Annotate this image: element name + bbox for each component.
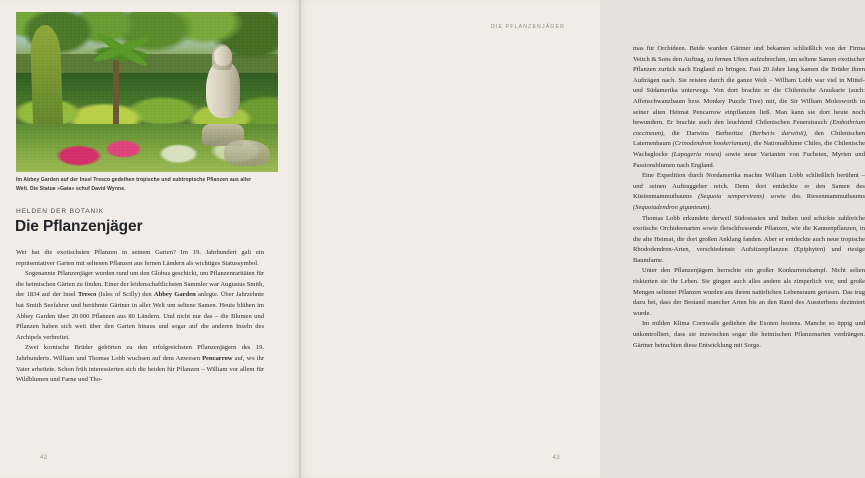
paragraph: mas für Orchideen. Beide wurden Gärtner und bekamen schließlich von der Firma Veitch & Sons den Auftrag, zu fernen Ufern aufzubrechen, um seltene Samen exotischer Pflanzen zurück nach England zu bringen. Fast 20 Jahre lang kamen die Brüder ihren Aufträgen nach. Sie reisten durch die ganze Welt – William Lobb war viel in Mittel- und Südamerika unterwegs. Von dort brachte er die Chilenische Araukarie (auch: Affenschwanzbaum bzw. Monkey Puzzle Tree) mit, die Sir William Molesworth in seiner alten Heimat Pencarrow einpflanzen ließ. Man kann sie dort heute noch bewundern. Er brachte auch den leuchtend Chilenischen Feuerstrauch (Embothrium coccineum), die Darwins Berberitze (Berberis darwinii), den Chilenischen Laternenbaum (Crinodendron hookerianum), die Nationalblume Chiles, die Chilenische Wachsglocke (Lapageria rosea) sowie neue Varianten von Fuchsien, Myrten und Passionsblumen nach England.: [633, 45, 865, 169]
running-head: DIE PFLANZENJÄGER: [490, 24, 565, 30]
right-page: [300, 0, 865, 478]
page-number-right: 43: [552, 455, 560, 461]
paragraph: Eine Expedition durch Nordamerika machte William Lobb schließlich berühmt – und seinen Auftraggeber reich. Denn dort entdeckte er den Samen des Küstenmammutbaums (Sequoia sempervirens) sowie des Riesenmammutbaums (Sequoiadendron giganteum).: [633, 172, 865, 211]
spread-gutter: [299, 0, 301, 478]
paragraph: Unter den Pflanzenjägern herrschte ein großer Konkurrenzkampf. Nicht selten riskierten sie ihr Leben. Sie gingen auch alles andere als zimperlich vor, und große Mengen seltener Pflanzen wurden aus ihrem natürlichen Lebensraum gerissen. Das trug dazu bei, dass der Bestand mancher Arten bis an den Rand des Aussterbens dezimiert wurde.: [633, 267, 865, 317]
left-column-body: [16, 248, 264, 386]
section-kicker: HELDEN DER BOTANIK: [16, 208, 105, 215]
paragraph: Wer hat die exotischsten Pflanzen in seinem Garten? Im 19. Jahrhundert galt ein repräsentativer Garten mit seltenen Pflanzen aus fernen Ländern als wichtiges Statussymbol.: [16, 249, 264, 267]
abbey-garden-photo: [16, 12, 278, 172]
page-number-left: 42: [40, 455, 48, 461]
paragraph: Sogenannte Pflanzenjäger wurden rund um den Globus geschickt, um Pflanzenraritäten für die heimischen Gärten zu finden. Einer der leidenschaftlichsten Sammler war Augustus Smith, der 1834 auf der Insel Tresco (Isles of Scilly) den Abbey Garden anlegte. Über Jahrzehnte bat Smith Seefahrer und berühmte Gärtner in aller Welt um seltene Samen. Heute blühen im Abbey Garden über 20 000 Pflanzen aus 80 Ländern. Und nicht nur das – die Blumen und Pflanzen haben sich weit über den Garten hinaus und sogar auf die anderen Inseln des Archipels verbreitet.: [16, 270, 264, 341]
photo-artwork: [16, 12, 278, 172]
page-title: Die Pflanzenjäger: [15, 218, 143, 235]
paragraph: Im milden Klima Cornwalls gediehen die Exoten bestens. Manche so üppig und unkontrolliert, dass sie inzwischen sogar die heimischen Pflanzenarten verdrängen. Gärtner betrachten diese Entwicklung mit Sorge.: [633, 320, 865, 349]
figure-caption: Im Abbey Garden auf der Insel Tresco gedeihen tropische und subtropische Pflanzen aus aller Welt. Die Statue »Gaia« schuf David Wynne.: [16, 177, 252, 193]
right-column-body: [633, 44, 865, 351]
paragraph: Zwei kornische Brüder gehörten zu den erfolgreichsten Pflanzenjägern des 19. Jahrhunderts. William und Thomas Lobb wuchsen auf dem Anwesen Pencarrow auf, wo ihr Vater arbeitete. Schon früh interessierten sich die beiden für Pflanzen – William vor allem für Wildblumen und Farne und Tho-: [16, 344, 265, 384]
left-page: [0, 0, 300, 478]
paragraph: Thomas Lobb erkundete derweil Südostasien und Indien und schickte zahlreiche exotische Orchideenarten sowie fleischfressende Pflanzen, wie die Kannenpflanzen, in die alte Heimat, die dort großen Anklang fanden. Aber er entdeckte auch neue tropische Rhododendren-Arten, verschiedenste Aufsitzerpflanzen (Epiphyten) und riesige Baumfarne.: [633, 214, 865, 264]
photo-grain-overlay: [16, 12, 278, 172]
